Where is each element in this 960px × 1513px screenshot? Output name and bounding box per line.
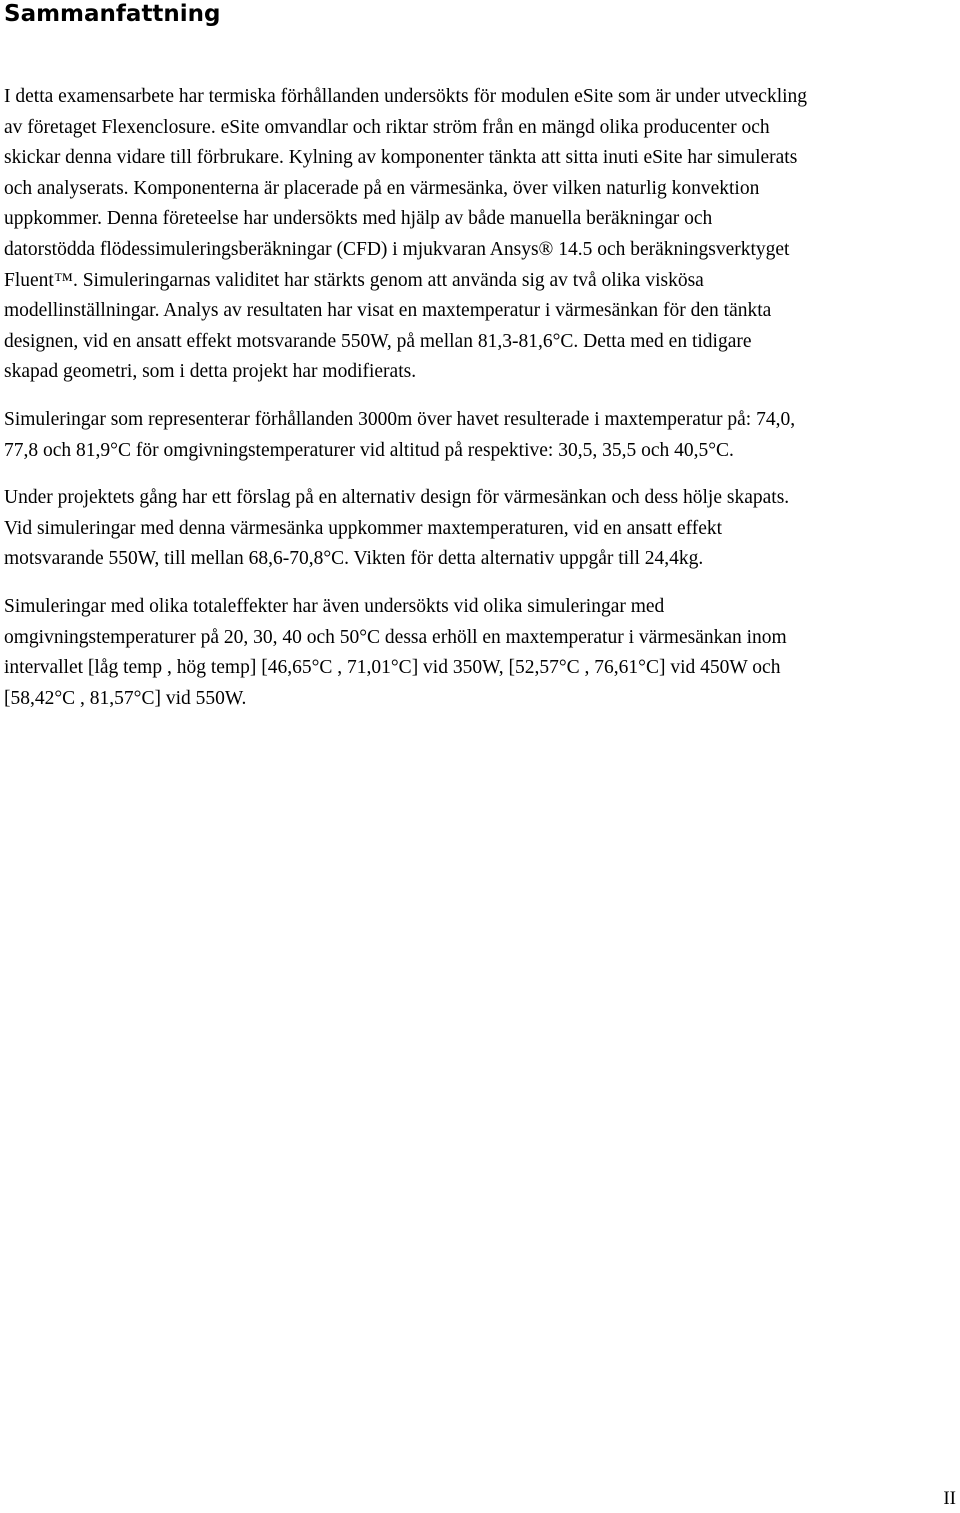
paragraph-line: designen, vid en ansatt effekt motsvarande 550W, på mellan 81,3-81,6°C. Detta med en tidigare xyxy=(4,330,752,352)
section-title: Sammanfattning xyxy=(4,1,221,27)
paragraph-2 xyxy=(4,405,956,466)
paragraph-line: skickar denna vidare till förbrukare. Kylning av komponenter tänkta att sitta inuti eSite har simulerats xyxy=(4,147,798,169)
paragraph-line: av företaget Flexenclosure. eSite omvandlar och riktar ström från en mängd olika producenter och xyxy=(4,116,770,138)
paragraph-line: [58,42°C , 81,57°C] vid 550W. xyxy=(4,687,247,709)
paragraph-line: 77,8 och 81,9°C för omgivningstemperaturer vid altitud på respektive: 30,5, 35,5 och 40,5°C. xyxy=(4,439,734,461)
paragraph-line: motsvarande 550W, till mellan 68,6-70,8°C. Vikten för detta alternativ uppgår till 24,4kg. xyxy=(4,548,704,570)
paragraph-line: Vid simuleringar med denna värmesänka uppkommer maxtemperaturen, vid en ansatt effekt xyxy=(4,517,723,539)
paragraph-line: intervallet [låg temp , hög temp] [46,65°C , 71,01°C] vid 350W, [52,57°C , 76,61°C] vid 450W och xyxy=(4,657,781,679)
paragraph-4 xyxy=(4,592,956,714)
paragraph-line: I detta examensarbete har termiska förhållanden undersökts för modulen eSite som är under utveckling xyxy=(4,86,808,107)
paragraph-line: och analyserats. Komponenterna är placerade på en värmesänka, över vilken naturlig konvektion xyxy=(4,177,760,199)
paragraph-line: Fluent™. Simuleringarnas validitet har stärkts genom att använda sig av två olika viskösa xyxy=(4,269,704,291)
paragraph-line: uppkommer. Denna företeelse har undersökts med hjälp av både manuella beräkningar och xyxy=(4,208,713,230)
paragraph-1 xyxy=(4,82,956,388)
paragraph-line: skapad geometri, som i detta projekt har modifierats. xyxy=(4,361,417,383)
paragraph-line: Simuleringar som representerar förhållanden 3000m över havet resulterade i maxtemperatur på: 74,0, xyxy=(4,408,796,430)
paragraph-line: modellinställningar. Analys av resultaten har visat en maxtemperatur i värmesänkan för den tänkta xyxy=(4,300,772,322)
paragraph-3 xyxy=(4,483,956,575)
paragraph-line: Simuleringar med olika totaleffekter har även undersökts vid olika simuleringar med xyxy=(4,595,665,617)
document-page xyxy=(4,0,956,731)
page-number: II xyxy=(943,1488,956,1509)
paragraph-line: omgivningstemperaturer på 20, 30, 40 och 50°C dessa erhöll en maxtemperatur i värmesänkan inom xyxy=(4,626,787,648)
paragraph-line: datorstödda flödessimuleringsberäkningar (CFD) i mjukvaran Ansys® 14.5 och beräkningsverktyget xyxy=(4,238,790,260)
paragraph-line: Under projektets gång har ett förslag på en alternativ design för värmesänkan och dess hölje skapats. xyxy=(4,487,790,509)
